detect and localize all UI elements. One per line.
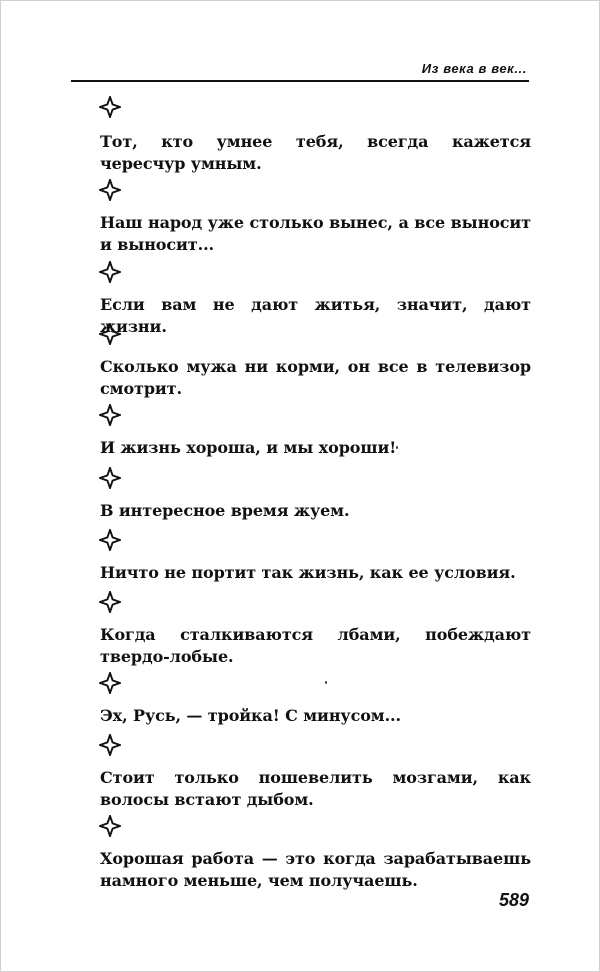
star-separator-icon (99, 734, 121, 756)
print-speck (325, 681, 327, 684)
star-separator-icon (99, 404, 121, 426)
star-separator-icon (99, 96, 121, 118)
quote-11: Хорошая работа — это когда зарабатываешь намного меньше, чем получаешь. (100, 849, 531, 890)
star-separator-icon (99, 467, 121, 489)
star-separator-icon (99, 529, 121, 551)
quote-2: Наш народ уже столько вынес, а все выносит и выносит... (100, 213, 531, 254)
running-header-title: Из века в век... (421, 61, 527, 76)
quote-3: Если вам не дают житья, значит, дают жизни. (100, 295, 531, 336)
quote-7: Ничто не портит так жизнь, как ее условия. (100, 563, 516, 582)
star-separator-icon (99, 815, 121, 837)
quote-9: Эх, Русь, — тройка! С минусом... (100, 706, 401, 725)
quote-4: Сколько мужа ни корми, он все в телевизор смотрит. (100, 357, 531, 398)
quote-8: Когда сталкиваются лбами, побеждают твердо-лобые. (100, 625, 531, 666)
star-separator-icon (99, 261, 121, 283)
quote-6: В интересное время жуем. (100, 501, 350, 520)
star-separator-icon (99, 591, 121, 613)
quote-1: Тот, кто умнее тебя, всегда кажется чересчур умным. (100, 132, 531, 173)
quote-10: Стоит только пошевелить мозгами, как волосы встают дыбом. (100, 768, 531, 809)
star-separator-icon (99, 672, 121, 694)
header-rule (71, 80, 529, 82)
quote-5: И жизнь хороша, и мы хороши! (100, 438, 397, 457)
star-separator-icon (99, 179, 121, 201)
star-separator-icon (99, 323, 121, 345)
page-number: 589 (498, 890, 529, 910)
print-speck (396, 446, 398, 449)
